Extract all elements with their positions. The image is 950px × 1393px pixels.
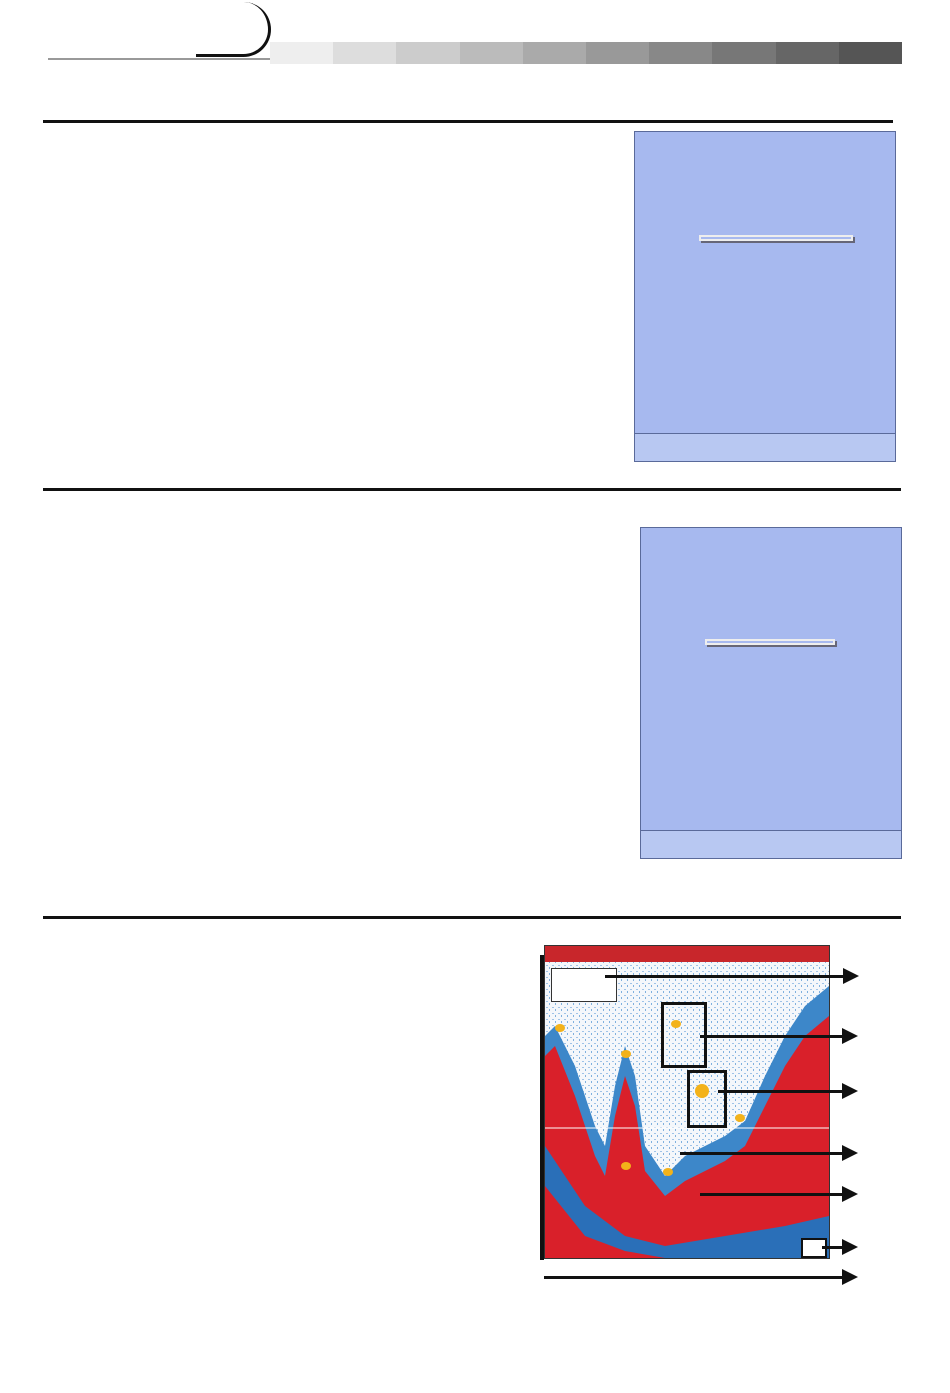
- step-1: [57, 124, 617, 152]
- waypoints-screenshot: [634, 131, 896, 462]
- step-1: [57, 206, 617, 234]
- fish-icon: [555, 1024, 565, 1032]
- fish-icon: [621, 1050, 631, 1058]
- arrow-color-scale: [544, 1276, 844, 1279]
- step-2-cont: [57, 234, 617, 262]
- arrow-single-fish: [700, 1035, 844, 1038]
- step-2: [57, 547, 627, 575]
- rotte-screenshot: [640, 527, 902, 859]
- waypoint-instructions: [57, 124, 617, 261]
- depth-readout: [551, 968, 617, 1002]
- arrow-depth: [605, 975, 845, 978]
- scale-bracket: [540, 955, 544, 1260]
- step-1-cont: [57, 520, 627, 548]
- menu-title: [707, 641, 833, 643]
- options-menu: [699, 235, 853, 241]
- arrow-range: [822, 1246, 844, 1249]
- fish-icon: [663, 1168, 673, 1176]
- arrow-bottom-line: [680, 1152, 844, 1155]
- step-2-cont: [57, 575, 627, 603]
- screen-footer: [641, 830, 901, 858]
- screen-footer: [635, 433, 895, 461]
- logo-swoosh: [196, 2, 271, 57]
- fish-icon: [735, 1114, 745, 1122]
- options-menu: [705, 639, 835, 645]
- step-2: [57, 152, 617, 180]
- menu-title: [701, 237, 851, 239]
- route-instructions: [57, 492, 627, 602]
- section-rule: [43, 488, 901, 491]
- step-1: [57, 492, 627, 520]
- arrow-fish-school: [718, 1090, 844, 1093]
- header-gradient-bar: [270, 42, 902, 64]
- section-rule: [43, 916, 901, 919]
- section-rule: [43, 120, 893, 123]
- sonar-instructions: [57, 921, 517, 948]
- fish-icon: [671, 1020, 681, 1028]
- arrow-bottom-type: [700, 1193, 844, 1196]
- fish-icon: [621, 1162, 631, 1170]
- fish-school-box: [687, 1070, 727, 1128]
- fish-icon: [695, 1084, 709, 1098]
- sonar-screenshot: [544, 945, 830, 1259]
- step: [57, 921, 517, 948]
